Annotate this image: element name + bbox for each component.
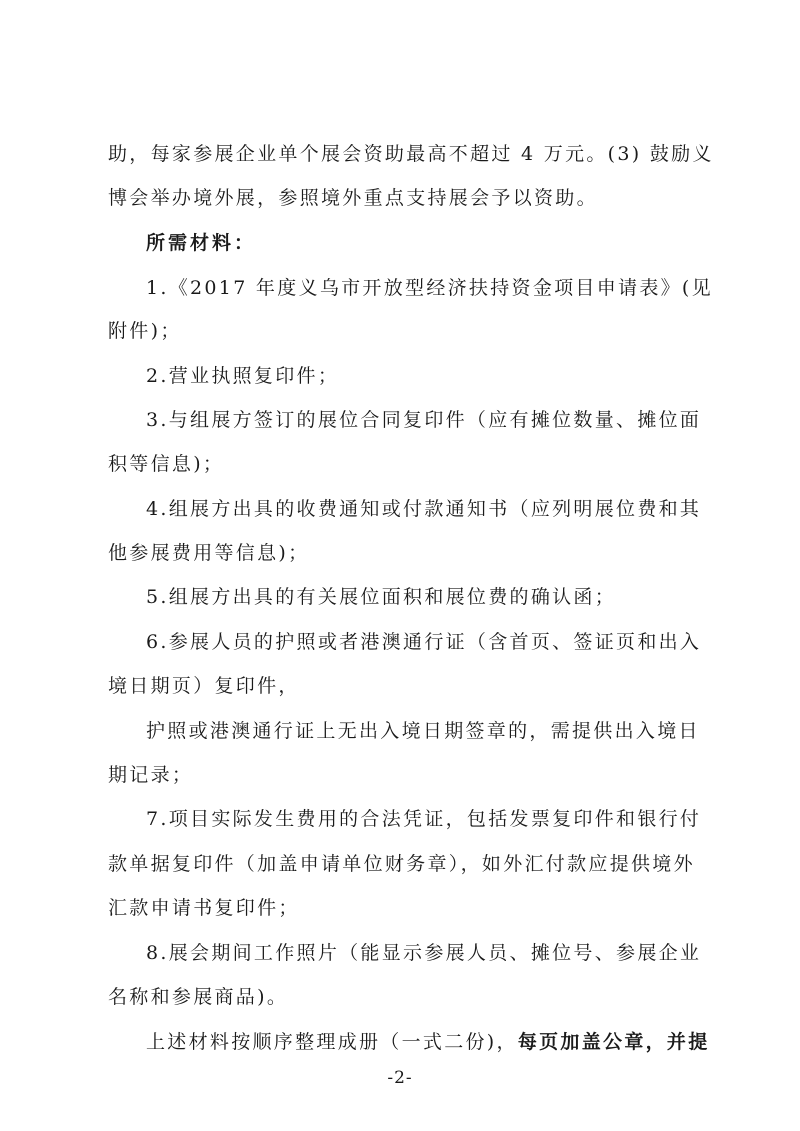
list-item: 6.参展人员的护照或者港澳通行证（含首页、签证页和出入 [146,631,702,653]
list-item-continuation: 汇款申请书复印件； [108,897,300,919]
list-item-continuation: 款单据复印件（加盖申请单位财务章），如外汇付款应提供境外 [108,853,695,875]
closing-text: 上述材料按顺序整理成册（一式二份)， [146,1031,518,1053]
list-item: 3.与组展方签订的展位合同复印件（应有摊位数量、摊位面 [146,409,702,431]
section-heading: 所需材料： [146,232,257,254]
list-item: 4.组展方出具的收费通知或付款通知书（应列明展位费和其 [146,498,702,520]
list-item-note: 护照或港澳通行证上无出入境日期签章的，需提供出入境日 [146,720,700,742]
page-number: -2- [387,1068,413,1088]
list-item: 2.营业执照复印件； [146,365,340,387]
list-item: 8.展会期间工作照片（能显示参展人员、摊位号、参展企业 [146,942,702,964]
list-item-continuation: 期记录； [108,764,194,786]
list-item: 1.《2017 年度义乌市开放型经济扶持资金项目申请表》(见 [146,277,713,299]
closing-emphasis: 每页加盖公章，并提 [517,1031,710,1053]
list-item-continuation: 他参展费用等信息)； [108,542,310,564]
list-item-continuation: 积等信息)； [108,453,225,475]
paragraph-line: 博会举办境外展，参照境外重点支持展会予以资助。 [108,187,598,209]
list-item-continuation: 附件)； [108,320,182,342]
list-item-continuation: 境日期页）复印件， [108,675,300,697]
list-item: 7.项目实际发生费用的合法凭证，包括发票复印件和银行付 [146,808,702,830]
list-item: 5.组展方出具的有关展位面积和展位费的确认函； [146,586,617,608]
list-item-continuation: 名称和参展商品)。 [108,986,289,1008]
paragraph-line: 助，每家参展企业单个展会资助最高不超过 4 万元。(3) 鼓励义 [108,143,714,165]
closing-line [146,1030,710,1054]
